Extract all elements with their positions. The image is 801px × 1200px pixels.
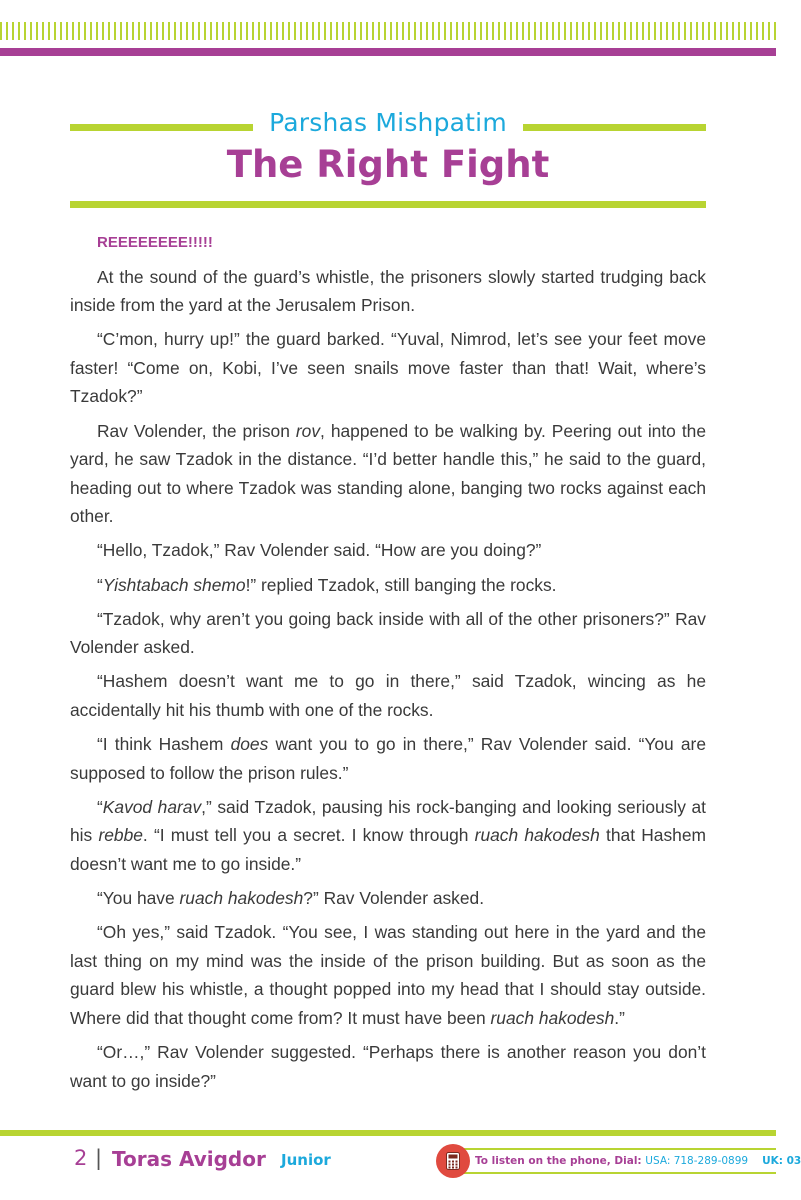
paragraph-text: ?” Rav Volender asked. (303, 887, 485, 908)
story-paragraphs (70, 263, 706, 1096)
paragraph-text: “ (97, 796, 103, 817)
paragraph-text: that Hashem doesn’t want me to go inside.” (70, 825, 706, 874)
parsha-name: Parshas Mishpatim (269, 108, 507, 137)
story-paragraph (70, 793, 706, 879)
paragraph-text: “Tzadok, why aren’t you going back inside with all of the other prisoners?” Rav Volender asked. (70, 608, 706, 658)
story-paragraph (70, 605, 706, 662)
bottom-green-bar (0, 1130, 776, 1136)
paragraph-text: , happened to be walking by. Peering out into the yard, he saw Tzadok in the distance. “I’d better handle this,” he said to the guard, heading out to where Tzadok was standing alone, banging two rocks against each other. (70, 420, 706, 527)
paragraph-text: “Hello, Tzadok,” Rav Volender said. “How are you doing?” (97, 540, 542, 561)
italic-term: ruach hakodesh (490, 1007, 615, 1028)
paragraph-text: “C’mon, hurry up!” the guard barked. “Yuval, Nimrod, let’s see your feet move faster! “Come on, Kobi, I’ve seen snails move faster than that! Wait, where’s Tzadok?” (70, 329, 706, 407)
story-paragraph (70, 325, 706, 411)
paragraph-text: “Oh yes,” said Tzadok. “You see, I was standing out here in the yard and the last thing on my mind was the inside of the prison building. But as soon as the guard blew his whistle, a thought popped into my head that I should stay outside. Where did that thought come from? It must have been (70, 922, 706, 1028)
whistle-sound: REEEEEEEE!!!!! (97, 234, 213, 251)
paragraph-text: . “I must tell you a secret. I know through (142, 825, 475, 846)
paragraph-text: .” (614, 1007, 625, 1028)
paragraph-text: At the sound of the guard’s whistle, the prisoners slowly started trudging back inside from the yard at the Jerusalem Prison. (70, 266, 706, 316)
paragraph-text: ,” said Tzadok, pausing his rock-banging and looking seriously at his (70, 796, 706, 846)
paragraph-text: “Hashem doesn’t want me to go in there,” said Tzadok, wincing as he accidentally hit his thumb with one of the rocks. (70, 671, 706, 720)
story-paragraph (70, 667, 706, 724)
italic-term: does (230, 734, 269, 754)
italic-term: Kavod harav (102, 796, 202, 817)
telephone-icon (446, 1152, 460, 1170)
title-underline (70, 201, 706, 208)
paragraph-text: “You have (97, 887, 180, 908)
italic-term: rov (295, 420, 321, 441)
phone-usa: USA: 718-289-0899 (645, 1155, 749, 1167)
italic-term: rebbe (98, 825, 143, 846)
top-decorative-ticks (0, 22, 776, 40)
paragraph-text: “ (97, 574, 103, 595)
brand-logo-sub: Junior (281, 1151, 331, 1169)
story-paragraph (70, 918, 706, 1032)
story-paragraph (70, 1038, 706, 1095)
phone-uk: UK: 03 (762, 1155, 801, 1167)
story-paragraph (70, 884, 706, 913)
story-paragraph (70, 417, 706, 531)
story-paragraph (70, 263, 706, 320)
paragraph-text: !” replied Tzadok, still banging the rocks. (245, 574, 557, 595)
phone-label: To listen on the phone, Dial: (475, 1155, 642, 1167)
paragraph-text: “Or…,” Rav Volender suggested. “Perhaps there is another reason you don’t want to go inside?” (70, 1041, 706, 1091)
italic-term: Yishtabach shemo (102, 574, 246, 595)
story-title: The Right Fight (226, 143, 550, 186)
paragraph-text: “I think Hashem (97, 734, 231, 754)
story-body (70, 229, 706, 1101)
story-paragraph (70, 536, 706, 565)
top-purple-bar (0, 48, 776, 56)
paragraph-text: want you to go in there,” Rav Volender said. “You are supposed to follow the prison rules.” (70, 734, 706, 783)
story-paragraph (70, 730, 706, 787)
italic-term: ruach hakodesh (474, 825, 600, 846)
phone-info-text (475, 1155, 801, 1167)
paragraph-text: Rav Volender, the prison (97, 420, 296, 441)
brand-logo: Toras Avigdor (112, 1147, 266, 1171)
story-paragraph (70, 571, 706, 600)
italic-term: ruach hakodesh (179, 887, 304, 908)
footer-separator: | (95, 1146, 103, 1170)
page-number: 2 (74, 1146, 88, 1170)
